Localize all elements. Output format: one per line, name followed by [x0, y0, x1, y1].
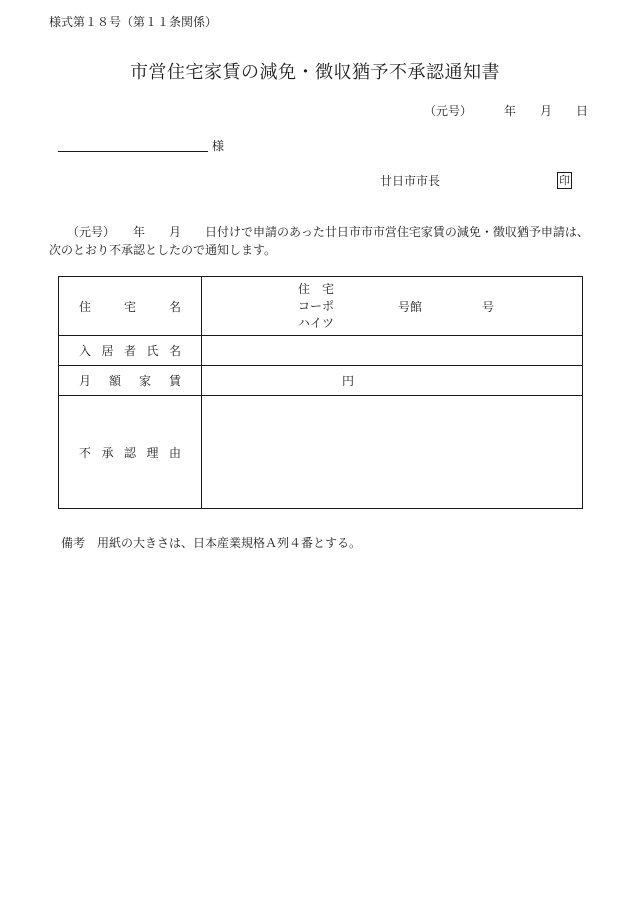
- recipient-honorific: 様: [212, 139, 225, 153]
- resident-row: [59, 336, 583, 366]
- notice-body-line-1: （元号） 年 月 日付けで申請のあった廿日市市市営住宅家賃の減免・徴収猶予申請は、: [67, 225, 589, 239]
- seal-mark: 印: [559, 174, 570, 187]
- resident-name-label: 入 居 者 氏 名: [59, 336, 202, 366]
- rejection-reason-value: [202, 396, 583, 509]
- day-label: 日: [576, 104, 589, 118]
- form-number: 様式第１８号（第１１条関係）: [49, 15, 218, 29]
- housing-row: [59, 277, 583, 336]
- housing-name-label: 住 宅 名: [59, 277, 202, 336]
- document-title: 市営住宅家賃の減免・徴収猶予不承認通知書: [130, 62, 500, 83]
- monthly-rent-label: 月 額 家 賃: [59, 366, 202, 396]
- issue-date: [424, 102, 588, 119]
- recipient-name-line: [58, 151, 208, 152]
- resident-name-value: [202, 336, 583, 366]
- issuer-title: 廿日市市長: [380, 174, 441, 188]
- rent-row: [59, 366, 583, 396]
- notice-body: [49, 223, 589, 259]
- month-label: 月: [540, 104, 553, 118]
- year-label: 年: [504, 104, 517, 118]
- room-number-unit: 号: [482, 300, 495, 314]
- rejection-reason-label: 不 承 認 理 由: [59, 396, 202, 509]
- housing-type-options: 住 宅 コーポ ハイツ: [298, 282, 335, 330]
- reason-row: [59, 396, 583, 509]
- monthly-rent-value: [202, 366, 583, 396]
- remarks-note: 備考 用紙の大きさは、日本産業規格Ａ列４番とする。: [61, 536, 362, 550]
- notice-table: [58, 276, 583, 509]
- housing-name-value: [202, 277, 583, 336]
- era-placeholder: （元号）: [424, 104, 473, 118]
- building-number-unit: 号館: [398, 300, 423, 314]
- notice-body-line-2: 次のとおり不承認としたので通知します。: [49, 243, 277, 257]
- rent-currency-unit: 円: [342, 374, 355, 388]
